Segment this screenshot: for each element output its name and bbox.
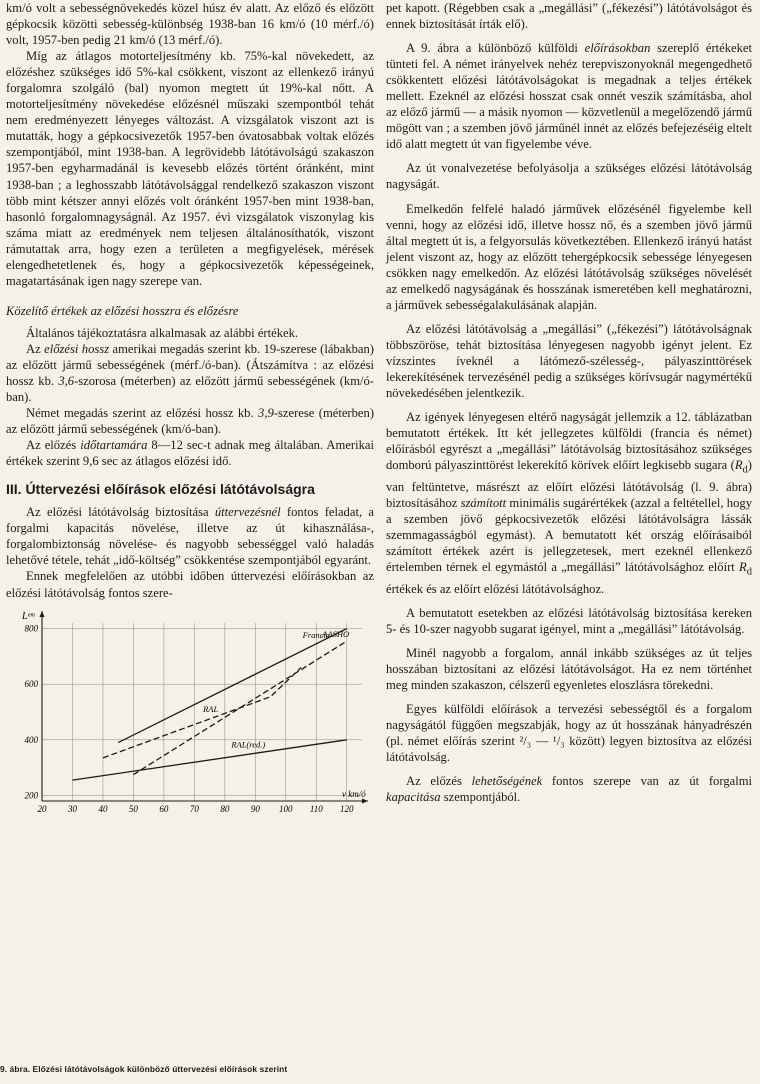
series-label: Francia [302,629,330,640]
text: -szerese (méterben) az előzött jármű sebességének (km/ó-ban). [6,406,375,437]
text: minimális sugárértékek (azzal a feltétellel, hogy a szemben jövő gépkocsivezetők előzési látótávolságra lássák szemmagasságból egymást). A bemutatott két ország előírásaiból számított értékek azért is jellegzetesek, mert ezeknél ellenkező értelemben térnek el egymástól a „megállási” látótávolsághoz előírt [386,495,752,575]
subheading: Közelítő értékek az előzési hosszra és előzésre [6,303,239,318]
series-label: RAL [203,703,219,714]
symbol: R [734,458,743,473]
x-tick-label: 30 [67,803,77,814]
x-tick-label: 70 [189,803,199,814]
emphasis: kapacitása [386,790,441,805]
left-column [6,0,374,815]
x-tick-label: 120 [340,803,354,814]
x-tick-label: 60 [159,803,169,814]
text: szempontjából. [440,790,521,805]
y-axis-label: Lᵉᵐ [22,610,35,622]
x-tick-label: 90 [250,803,260,814]
series-label: RAL(red.) [231,739,266,750]
figure-chart [6,605,374,815]
text: értékek és az előírt előzési látótávolsághoz. [386,581,605,596]
paragraph: Az előzési látótávolság a „megállási” („fékezési”) látótávolságnak többszöröse, tehát biztosítása lényegesen nagyobb igényt jelent. Ez vízszintes íveknél a látómező-szélesség-, pályaszinttörések lekerekítésének tervezésénél pedig a szükséges körívsugár nagymértékű növekedésében jelentkezik. [386,321,752,401]
series-line [118,628,350,742]
paragraph: km/ó volt a sebességnövekedés közel húsz év alatt. Az előző és előzött gépkocsik közötti sebesség-különbség 1938-ban 16 km/ó (10 mérf./ó) volt, 1957-ben pedig 21 km/ó (13 mérf./ó). [6,1,374,48]
paragraph: Minél nagyobb a forgalom, annál inkább szükséges az út teljes hosszában biztosítani az előzési látótávolságot. Ha ez nem történhet meg minden szakaszon, célszerű egyenletes eloszlásra törekedni. [386,645,752,692]
paragraph [386,701,752,765]
text: 8—12 sec-t adnak meg általában. Amerikai értékek szerint 9,6 sec az átlagos előzési idő. [6,438,374,469]
text: Az [26,341,45,356]
paragraph [386,409,752,597]
text: Az előzés [26,438,81,453]
text: fontos feladat, a forgalmi kapacitás növelése, illetve az út kihasználása-, forgalombiztonság növelése- és nagyobb sebességgel való haladás lehetővé tétele, tehát „idő-költség” csökkentése szempontjából egyaránt. [6,505,374,568]
emphasis: időtartamára [80,438,148,453]
emphasis: 3,9 [258,406,274,421]
subscript: d [742,464,748,476]
line-chart [6,605,374,815]
y-tick-label: 600 [24,678,38,689]
symbol: R [739,560,747,575]
paragraph: Általános tájékoztatásra alkalmasak az alábbi értékek. [26,325,299,340]
emphasis: 3,6 [58,373,75,388]
paragraph [6,341,374,405]
text: Az igények lényegesen eltérő nagyságát jellemzik a 12. táblázatban bemutatott értékek. Itt két jellegzetes külföldi (francia és német) előírásból egyrészt a „megállási” látótávolság biztosításához szükséges domború pályaszinttörést lekerekítő körívek előírt legkisebb sugara ( [386,410,752,473]
text: Az előzés [406,774,472,789]
right-column [386,0,752,805]
text: A 9. ábra a különböző külföldi [406,41,585,56]
text: amerikai megadás szerint kb. 19-szerese (lábakban) az előzött jármű sebességének (mérf./ó-ban). (Átszámítva : az előzési hossz kb. [6,341,374,388]
paragraph [6,437,374,469]
y-tick-label: 200 [24,789,38,800]
paragraph: Emelkedőn felfelé haladó járművek előzésénél figyelembe kell venni, hogy az előzési idő, illetve hossz nő, és a szemben jövő jármű által megtett út is, a felgyorsulás következtében. Ellenkező irányú hatást jelent viszont az, hogy az előzött tehergépkocsik sebessége lényegesen csökken nagy emelkedőn. Az előzési látótávolság szükséges növelését az emelkedő nagyságának és hosszának ismeretében kell meghatározni, a járművek sebességalakulásának alapján. [386,201,752,312]
series-line [72,739,346,779]
emphasis: előzési hossz [44,341,110,356]
paragraph: pet kapott. (Régebben csak a „megállási” („fékezési”) látótávolságot és ennek biztosítását írták elő). [386,1,752,32]
section-heading: III. Úttervezési előírások előzési látótávolságra [6,481,315,498]
paragraph [6,504,374,568]
y-tick-label: 400 [24,734,38,745]
y-axis-arrow [40,611,45,617]
series-line [103,667,301,757]
text: Egyes külföldi előírások a tervezési sebességtől és a forgalom nagyságától függően megszabják, hogy az út hosszának hányadrészén (pl. német előírás szerint [386,701,752,748]
text: között) legyen biztosítva az előzési látótávolság. [386,733,752,764]
text: szereplő értékeket tünteti fel. A német irányelvek nehéz terepviszonyoknál megengedhető csökkentett előzési látótávolságokat is megadnak a teljes értékek mellett. Ezeknél az előzési hosszat csak onnét veszik számításba, ahol az előző jármű — a másik nyomon — közvetlenül a megelőzendő jármű mögött van ; a szemben jövő járműnél innét az előzés befejezéséig eltelt idő alatt megtett út van figyelembe véve. [386,41,752,152]
x-tick-label: 20 [37,803,47,814]
paragraph: Ennek megfelelően az utóbbi időben úttervezési előírásokban az előzési látótávolság fontos szere- [6,569,374,600]
paragraph: Az út vonalvezetése befolyásolja a szükséges előzési látótávolság nagyságát. [386,161,752,192]
x-axis-arrow [362,798,368,803]
x-tick-label: 100 [279,803,293,814]
text: fontos szerepe van az út forgalmi [542,774,752,789]
y-tick-label: 800 [24,623,38,634]
text: ) van feltüntetve, másrészt az előírt előzési látótávolság (l. 9. ábra) biztosításához [386,458,752,510]
paragraph: Míg az átlagos motorteljesítmény kb. 75%-kal növekedett, az előzéshez szükséges idő 5%-kal csökkent, viszont az ellenkező irányú forgalomra szolgáló (bal) nyomon megtett út 19%-kal nőtt. A motorteljesítmény növekedése előzésnél műszaki szempontból tehát nem eredményezett lényeges változást. A vizsgálatok viszont azt is mutatták, hogy a gépkocsivezetők 1957-ben óvatosabbak voltak előzés szempontjából, mint 1938-ban. A legrövidebb látótávolságú szakaszon 1957-ben egyharmadánál is kevesebb előzés történt óránként, mint 1938-ban ; a leghosszabb látótávolsággal rendelkező szakaszon viszont több mint kétszer annyi előzés volt óránként 1957-ben mint 1938-ban, hasonló forgalomnagyságnál. Az 1957. évi vizsgálatok viszonylag kis száma miatt az eredmények nem teljesen általánosíthatók, viszont rámutattak arra, hogy ezen a területen a megfigyelések, mérések elengedhetetlenek és, hogy a gépkocsivezetők képességeinek, magatartásának igen nagy szerepe van. [6,49,374,288]
emphasis: úttervezésnél [214,505,281,520]
x-tick-label: 110 [309,803,323,814]
paragraph [386,773,752,805]
series-label: AASHO [322,628,350,639]
x-tick-label: 50 [128,803,138,814]
x-axis-label: v km/ó [342,788,366,799]
emphasis: számított [460,495,507,510]
emphasis: lehetőségének [471,774,543,789]
x-tick-label: 80 [220,803,230,814]
subscript: d [746,566,752,578]
x-tick-label: 40 [98,803,108,814]
text: -szorosa (méterben) az előzött jármű sebességének (km/ó-ban). [6,373,374,405]
text: Német megadás szerint az előzési hossz kb. [26,406,259,421]
figure-caption: 9. ábra. Előzési látótávolságok különböző úttervezési előírások szerint [0,1064,288,1074]
paragraph: A bemutatott esetekben az előzési látótávolság biztosítása kereken 5- és 10-szer nagyobb sugarat igényel, mint a „megállási” látótávolság. [386,605,752,636]
paragraph [386,40,752,152]
emphasis: előírásokban [584,41,651,56]
text: Az előzési látótávolság biztosítása [26,505,215,520]
paragraph [6,405,374,437]
fraction: ²/₃ — ¹/₃ [519,733,565,748]
